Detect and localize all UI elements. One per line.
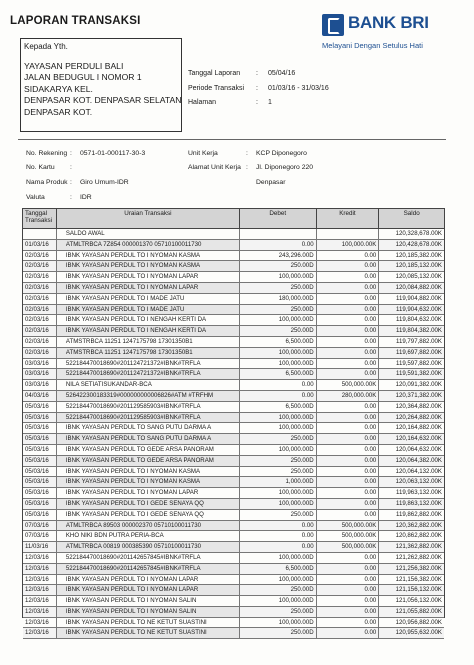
cell-debet: 100,000.00D xyxy=(240,348,317,358)
cell-saldo: 120,371,382.00K xyxy=(395,391,442,399)
address-line: DENPASAR KOT. DENPASAR SELATAN xyxy=(24,95,182,105)
table-row xyxy=(23,326,444,337)
cell-desc: SALDO AWAL xyxy=(57,229,240,239)
cell-saldo: 120,955,632.00K xyxy=(395,629,442,637)
cell-saldo: 120,362,882.00K xyxy=(395,521,442,529)
alamat-unit-value: Jl. Diponegoro 220 xyxy=(256,164,314,171)
table-row xyxy=(23,369,444,380)
cell-saldo: 120,185,132.00K xyxy=(395,262,442,270)
table-row xyxy=(23,596,444,607)
cell-desc: IBNK YAYASAN PERDUL TO GEDE ARSA PANORAM xyxy=(57,445,240,455)
cell-date: 05/03/16 xyxy=(23,402,57,412)
cell-date: 05/03/16 xyxy=(23,510,57,520)
table-row xyxy=(23,380,444,391)
cell-debet: 100,000.00D xyxy=(240,423,317,433)
cell-kredit: 0.00 xyxy=(317,413,380,423)
cell-desc: 522184470018690#201124721372#IBNK#TRFLA xyxy=(57,359,240,369)
cell-saldo: 120,428,678.00K xyxy=(395,240,442,248)
address-greeting: Kepada Yth. xyxy=(24,42,68,51)
cell-saldo: 121,256,382.00K xyxy=(395,564,442,572)
cell-desc: IBNK YAYASAN PERDUL TO I NYOMAN SALIN xyxy=(57,596,240,606)
cell-date: 12/03/16 xyxy=(23,596,57,606)
cell-desc: IBNK YAYASAN PERDUL TO I GEDE SENAYA QQ xyxy=(57,510,240,520)
cell-saldo: 119,797,882.00K xyxy=(396,337,442,345)
cell-date: 02/03/16 xyxy=(23,261,57,271)
address-line: JALAN BEDUGUL I NOMOR 1 xyxy=(24,72,142,82)
periode-label: Periode Transaksi xyxy=(188,85,245,92)
cell-saldo: 120,956,882.00K xyxy=(395,618,442,626)
cell-date: 03/03/16 xyxy=(23,359,57,369)
cell-desc: 522184470018690#201142657845#IBNK#TRFLA xyxy=(57,553,240,563)
cell-debet: 6,500.00D xyxy=(240,564,317,574)
cell-desc: IBNK YAYASAN PERDUL TO I NYOMAN KASMA xyxy=(57,477,240,487)
address-line: DENPASAR KOT. xyxy=(24,106,93,117)
cell-saldo: 121,056,132.00K xyxy=(395,597,442,605)
cell-debet: 100,000.00D xyxy=(240,596,317,606)
table-row xyxy=(23,402,444,413)
cell-saldo: 121,262,882.00K xyxy=(395,553,442,561)
cell-kredit: 500,000.00K xyxy=(317,521,380,531)
cell-date: 01/03/16 xyxy=(23,240,57,250)
cell-debet: 100,000.00D xyxy=(240,618,317,628)
cell-desc: IBNK YAYASAN PERDUL TO I NYOMAN LAPAR xyxy=(57,585,240,595)
cell-kredit: 0.00 xyxy=(317,510,380,520)
cell-saldo: 119,804,382.00K xyxy=(396,327,442,335)
table-row xyxy=(23,294,444,305)
cell-desc: IBNK YAYASAN PERDUL TO NE KETUT SUASTINI xyxy=(57,618,240,628)
cell-debet: 6,500.00D xyxy=(240,337,317,347)
table-row xyxy=(23,251,444,262)
cell-debet: 250.00D xyxy=(240,283,317,293)
table-row xyxy=(23,229,444,240)
info-separator: : xyxy=(70,150,72,157)
cell-kredit: 0.00 xyxy=(317,445,380,455)
info-separator: : xyxy=(246,164,248,171)
cell-saldo: 121,156,382.00K xyxy=(395,575,442,583)
table-row xyxy=(23,564,444,575)
cell-kredit: 0.00 xyxy=(317,456,380,466)
header-tanggal: Tanggal Transaksi xyxy=(23,209,57,228)
cell-kredit: 0.00 xyxy=(317,596,380,606)
cell-debet: 250.00D xyxy=(240,628,317,638)
cell-desc: KHO NIKI BDN PUTRA PERIA-BCA xyxy=(57,531,240,541)
bank-tagline: Melayani Dengan Setulus Hati xyxy=(322,41,423,50)
table-row xyxy=(23,240,444,251)
cell-kredit: 0.00 xyxy=(317,359,380,369)
cell-saldo: 120,064,382.00K xyxy=(395,456,442,464)
cell-date: 12/03/16 xyxy=(23,575,57,585)
cell-saldo: 120,085,132.00K xyxy=(395,273,442,281)
meta-separator: : xyxy=(256,99,258,106)
table-row xyxy=(23,575,444,586)
cell-saldo: 121,156,132.00K xyxy=(395,586,442,594)
cell-desc: 522184470018690#201129585903#IBNK#TRFLA xyxy=(57,413,240,423)
bri-logo-icon xyxy=(322,14,344,36)
table-row xyxy=(23,531,444,542)
cell-desc: IBNK YAYASAN PERDUL TO I NYOMAN SALIN xyxy=(57,607,240,617)
cell-date: 07/03/16 xyxy=(23,521,57,531)
kartu-label: No. Kartu xyxy=(26,164,55,171)
cell-saldo: 119,863,132.00K xyxy=(396,499,442,507)
cell-debet: 0.00 xyxy=(240,380,317,390)
cell-date: 02/03/16 xyxy=(23,272,57,282)
cell-date: 12/03/16 xyxy=(23,585,57,595)
cell-kredit: 0.00 xyxy=(317,499,380,509)
cell-saldo: 119,591,382.00K xyxy=(396,370,442,378)
table-header xyxy=(23,209,444,229)
cell-debet: 100,000.00D xyxy=(240,315,317,325)
cell-date: 05/03/16 xyxy=(23,413,57,423)
header-debet: Debet xyxy=(240,209,317,228)
cell-saldo: 120,091,382.00K xyxy=(395,381,442,389)
cell-desc: IBNK YAYASAN PERDUL TO SANG PUTU DARMA A xyxy=(57,434,240,444)
cell-saldo: 119,862,882.00K xyxy=(396,510,442,518)
cell-desc: IBNK YAYASAN PERDUL TO I MADE JATU xyxy=(57,305,240,315)
cell-debet: 0.00 xyxy=(240,240,317,250)
cell-debet: 0.00 xyxy=(240,391,317,401)
table-row xyxy=(23,283,444,294)
cell-date: 02/03/16 xyxy=(23,326,57,336)
table-row xyxy=(23,607,444,618)
table-row xyxy=(23,618,444,629)
header-uraian: Uraian Transaksi xyxy=(57,209,240,228)
cell-desc: IBNK YAYASAN PERDUL TO I NYOMAN LAPAR xyxy=(57,283,240,293)
cell-date: 12/03/16 xyxy=(23,628,57,638)
header-saldo: Saldo xyxy=(403,210,420,217)
cell-kredit: 0.00 xyxy=(317,402,380,412)
cell-desc: 522184470018690#201124721372#IBNK#TRFLA xyxy=(57,369,240,379)
cell-debet: 100,000.00D xyxy=(240,272,317,282)
cell-kredit: 500,000.00K xyxy=(317,542,380,552)
cell-saldo: 120,328,678.00K xyxy=(395,230,442,237)
cell-kredit: 100,000.00K xyxy=(317,240,380,250)
header-kredit: Kredit xyxy=(317,209,380,228)
table-row xyxy=(23,585,444,596)
unit-kerja-label: Unit Kerja xyxy=(188,150,218,157)
cell-desc: IBNK YAYASAN PERDUL TO I NENGAH KERTI DA xyxy=(57,315,240,325)
cell-kredit: 0.00 xyxy=(317,348,380,358)
cell-kredit: 0.00 xyxy=(317,294,380,304)
cell-debet: 250.00D xyxy=(240,467,317,477)
cell-saldo: 120,164,882.00K xyxy=(395,424,442,432)
cell-saldo: 120,264,882.00K xyxy=(395,413,442,421)
cell-debet: 0.00 xyxy=(240,521,317,531)
table-row xyxy=(23,315,444,326)
table-row xyxy=(23,413,444,424)
table-row xyxy=(23,628,444,639)
meta-separator: : xyxy=(256,70,258,77)
transaction-table xyxy=(22,208,445,637)
cell-debet: 0.00 xyxy=(240,531,317,541)
cell-kredit: 0.00 xyxy=(317,575,380,585)
cell-kredit: 0.00 xyxy=(317,315,380,325)
table-row xyxy=(23,456,444,467)
cell-saldo: 120,185,382.00K xyxy=(395,251,442,259)
cell-desc: IBNK YAYASAN PERDUL TO NE KETUT SUASTINI xyxy=(57,628,240,638)
table-row xyxy=(23,337,444,348)
cell-date: 05/03/16 xyxy=(23,456,57,466)
cell-kredit: 0.00 xyxy=(317,305,380,315)
tanggal-laporan-value: 05/04/16 xyxy=(268,70,296,77)
alamat-unit-label: Alamat Unit Kerja xyxy=(188,164,241,171)
cell-desc: IBNK YAYASAN PERDUL TO I NYOMAN LAPAR xyxy=(57,575,240,585)
table-row xyxy=(23,261,444,272)
cell-saldo: 120,064,132.00K xyxy=(395,467,442,475)
table-row xyxy=(23,348,444,359)
cell-date: 02/03/16 xyxy=(23,337,57,347)
cell-debet: 250.00D xyxy=(240,261,317,271)
cell-date: 02/03/16 xyxy=(23,348,57,358)
cell-desc: IBNK YAYASAN PERDUL TO GEDE ARSA PANORAM xyxy=(57,456,240,466)
cell-debet: 100,000.00D xyxy=(240,553,317,563)
bank-name: BANK BRI xyxy=(348,13,429,32)
cell-kredit: 0.00 xyxy=(317,272,380,282)
info-separator: : xyxy=(70,164,72,171)
cell-saldo: 119,697,882.00K xyxy=(396,348,442,356)
cell-date: 05/03/16 xyxy=(23,445,57,455)
tanggal-laporan-label: Tanggal Laporan xyxy=(188,70,241,77)
cell-desc: ATMLTRBCA 7Z854 000001370 05710100011730 xyxy=(57,240,240,250)
table-row xyxy=(23,467,444,478)
cell-debet: 100,000.00D xyxy=(240,575,317,585)
cell-desc: 522184470018690#201142657845#IBNK#TRFLA xyxy=(57,564,240,574)
cell-date: 02/03/16 xyxy=(23,251,57,261)
cell-kredit: 0.00 xyxy=(317,467,380,477)
rekening-value: 0571-01-000117-30-3 xyxy=(80,150,146,157)
cell-saldo: 119,597,882.00K xyxy=(396,359,442,367)
cell-kredit: 500,000.00K xyxy=(317,531,380,541)
table-row xyxy=(23,510,444,521)
cell-saldo: 120,064,632.00K xyxy=(395,445,442,453)
cell-date: 02/03/16 xyxy=(23,283,57,293)
cell-kredit: 0.00 xyxy=(317,553,380,563)
cell-kredit: 0.00 xyxy=(317,251,380,261)
rekening-label: No. Rekening xyxy=(26,150,68,157)
valuta-value: IDR xyxy=(80,194,92,201)
cell-debet: 180,000.00D xyxy=(240,294,317,304)
cell-saldo: 120,063,132.00K xyxy=(395,478,442,486)
cell-debet: 6,500.00D xyxy=(240,402,317,412)
cell-desc: IBNK YAYASAN PERDUL TO I NENGAH KERTI DA xyxy=(57,326,240,336)
cell-date: 05/03/16 xyxy=(23,477,57,487)
cell-date: 12/03/16 xyxy=(23,618,57,628)
divider xyxy=(18,139,446,140)
cell-date: 03/03/16 xyxy=(23,369,57,379)
cell-desc: ATMSTRBCA 11251 1247175798 17301350B1 xyxy=(57,337,240,347)
produk-label: Nama Produk xyxy=(26,179,68,186)
table-row xyxy=(23,521,444,532)
cell-desc: ATMSTRBCA 11251 1247175798 17301350B1 xyxy=(57,348,240,358)
cell-saldo: 121,362,882.00K xyxy=(395,543,442,551)
cell-desc: NILA SETIATISUKANDAR-BCA xyxy=(57,380,240,390)
table-row xyxy=(23,423,444,434)
produk-value: Giro Umum-IDR xyxy=(80,179,129,186)
cell-saldo: 120,164,632.00K xyxy=(395,435,442,443)
address-line: YAYASAN PERDULI BALI xyxy=(24,60,124,71)
cell-debet: 100,000.00D xyxy=(240,445,317,455)
cell-kredit: 0.00 xyxy=(317,434,380,444)
cell-debet: 6,500.00D xyxy=(240,369,317,379)
cell-desc: IBNK YAYASAN PERDUL TO I GEDE SENAYA QQ xyxy=(57,499,240,509)
info-separator: : xyxy=(70,179,72,186)
halaman-value: 1 xyxy=(268,99,272,106)
cell-saldo: 119,904,882.00K xyxy=(396,294,442,302)
cell-saldo: 119,963,132.00K xyxy=(396,489,442,497)
cell-kredit: 0.00 xyxy=(317,477,380,487)
cell-debet: 250.00D xyxy=(240,326,317,336)
cell-desc: IBNK YAYASAN PERDUL TO I NYOMAN KASMA xyxy=(57,467,240,477)
cell-kredit: 0.00 xyxy=(317,564,380,574)
cell-date: 04/03/16 xyxy=(23,391,57,401)
cell-date: 07/03/16 xyxy=(23,531,57,541)
cell-date: 02/03/16 xyxy=(23,294,57,304)
table-row xyxy=(23,391,444,402)
cell-desc: IBNK YAYASAN PERDUL TO I NYOMAN LAPAR xyxy=(57,272,240,282)
meta-separator: : xyxy=(256,85,258,92)
cell-kredit: 0.00 xyxy=(317,628,380,638)
table-row xyxy=(23,553,444,564)
cell-date: 05/03/16 xyxy=(23,467,57,477)
cell-kredit: 0.00 xyxy=(317,326,380,336)
unit-kerja-value: KCP Diponegoro xyxy=(256,150,307,157)
cell-debet: 250.00D xyxy=(240,434,317,444)
cell-saldo: 121,055,882.00K xyxy=(395,607,442,615)
periode-value: 01/03/16 - 31/03/16 xyxy=(268,85,329,92)
cell-kredit: 500,000.00K xyxy=(317,380,380,390)
cell-desc: ATMLTRBCA 89503 000002370 05710100011730 xyxy=(57,521,240,531)
cell-saldo: 120,862,882.00K xyxy=(395,532,442,540)
cell-desc: IBNK YAYASAN PERDUL TO I MADE JATU xyxy=(57,294,240,304)
cell-desc: IBNK YAYASAN PERDUL TO I NYOMAN KASMA xyxy=(57,261,240,271)
table-row xyxy=(23,305,444,316)
cell-desc: ATMLTRBCA 00819 000385390 05710100011730 xyxy=(57,542,240,552)
table-body xyxy=(23,229,444,639)
cell-date: 05/03/16 xyxy=(23,499,57,509)
cell-debet: 100,000.00D xyxy=(240,413,317,423)
cell-date: 03/03/16 xyxy=(23,380,57,390)
address-line: SIDAKARYA KEL. xyxy=(24,83,93,94)
cell-kredit: 0.00 xyxy=(317,618,380,628)
cell-debet: 100,000.00D xyxy=(240,488,317,498)
table-row xyxy=(23,542,444,553)
table-row xyxy=(23,359,444,370)
bank-logo xyxy=(322,13,462,53)
cell-date: 12/03/16 xyxy=(23,607,57,617)
cell-debet: 100,000.00D xyxy=(240,499,317,509)
alamat-unit-city: Denpasar xyxy=(256,179,286,186)
halaman-label: Halaman xyxy=(188,99,217,106)
cell-desc: IBNK YAYASAN PERDUL TO I NYOMAN LAPAR xyxy=(57,488,240,498)
table-row xyxy=(23,477,444,488)
cell-kredit: 0.00 xyxy=(317,488,380,498)
table-row xyxy=(23,488,444,499)
cell-saldo: 119,804,632.00K xyxy=(396,316,442,324)
cell-date: 02/03/16 xyxy=(23,315,57,325)
cell-saldo: 120,364,882.00K xyxy=(395,402,442,410)
cell-desc: IBNK YAYASAN PERDUL TO I NYOMAN KASMA xyxy=(57,251,240,261)
cell-saldo: 119,904,632.00K xyxy=(396,305,442,313)
cell-kredit: 0.00 xyxy=(317,283,380,293)
cell-date: 05/03/16 xyxy=(23,434,57,444)
table-row xyxy=(23,445,444,456)
cell-debet xyxy=(240,229,317,239)
cell-debet: 250.00D xyxy=(240,510,317,520)
cell-kredit: 0.00 xyxy=(317,423,380,433)
cell-date xyxy=(23,229,57,239)
recipient-address-box xyxy=(20,38,182,132)
cell-date: 12/03/16 xyxy=(23,553,57,563)
table-row xyxy=(23,434,444,445)
table-row xyxy=(23,272,444,283)
cell-debet: 1,000.00D xyxy=(240,477,317,487)
cell-date: 02/03/16 xyxy=(23,305,57,315)
cell-desc: IBNK YAYASAN PERDUL TO SANG PUTU DARMA A xyxy=(57,423,240,433)
cell-debet: 250.00D xyxy=(240,585,317,595)
cell-kredit: 280,000.00K xyxy=(317,391,380,401)
cell-date: 05/03/16 xyxy=(23,423,57,433)
cell-kredit: 0.00 xyxy=(317,337,380,347)
cell-debet: 250.00D xyxy=(240,456,317,466)
info-separator: : xyxy=(246,150,248,157)
cell-kredit: 0.00 xyxy=(317,607,380,617)
cell-debet: 250.00D xyxy=(240,607,317,617)
cell-desc: 522184470018690#201129585903#IBNK#TRFLA xyxy=(57,402,240,412)
cell-kredit: 0.00 xyxy=(317,369,380,379)
cell-debet: 243,296.00D xyxy=(240,251,317,261)
cell-date: 05/03/16 xyxy=(23,488,57,498)
info-separator: : xyxy=(70,194,72,201)
cell-debet: 100,000.00D xyxy=(240,359,317,369)
report-title: LAPORAN TRANSAKSI xyxy=(10,15,141,27)
cell-kredit xyxy=(317,229,380,239)
cell-debet: 250.00D xyxy=(240,305,317,315)
table-row xyxy=(23,499,444,510)
cell-desc: 526422300183319#000000000006826#ATM #TRFHM xyxy=(57,391,240,401)
cell-date: 12/03/16 xyxy=(23,564,57,574)
cell-date: 11/03/16 xyxy=(23,542,57,552)
cell-kredit: 0.00 xyxy=(317,585,380,595)
cell-kredit: 0.00 xyxy=(317,261,380,271)
valuta-label: Valuta xyxy=(26,194,45,201)
cell-saldo: 120,084,882.00K xyxy=(395,283,442,291)
cell-debet: 0.00 xyxy=(240,542,317,552)
